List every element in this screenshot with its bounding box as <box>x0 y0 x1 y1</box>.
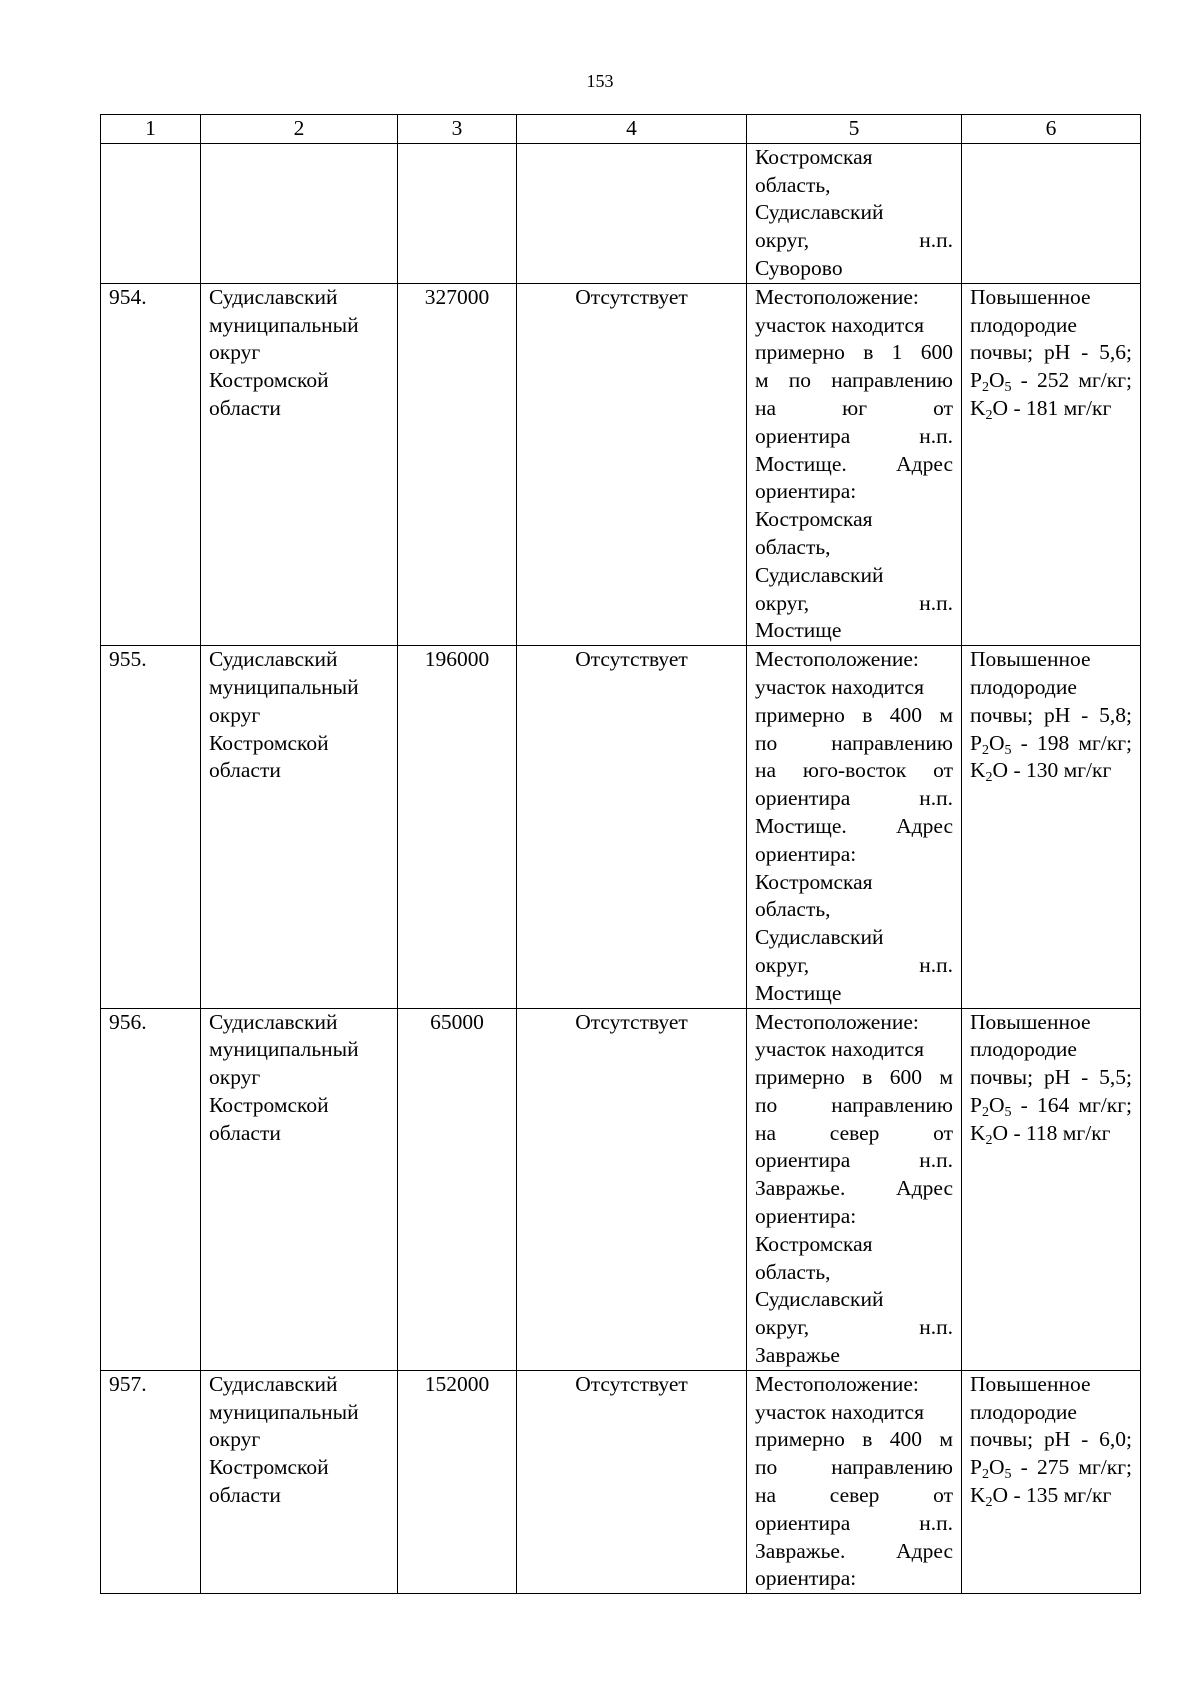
location-line: Местоположение: <box>755 1371 919 1396</box>
location-line: Костромская <box>755 869 873 894</box>
area-value: 152000 <box>424 1371 490 1396</box>
location-line: участок находится <box>755 674 924 699</box>
location-line: Мостище. Адрес <box>755 813 953 838</box>
location-line: по направлению <box>755 1455 953 1480</box>
status-cell <box>517 646 747 1008</box>
p2o5-value: - 252 мг/кг; <box>1020 368 1133 393</box>
location-line: Судиславский <box>755 925 884 950</box>
table-row <box>101 1370 1141 1593</box>
district-cell <box>201 283 398 645</box>
location-line: округ, н.п. <box>755 1315 953 1340</box>
row-number-cell <box>101 646 201 1008</box>
area-cell <box>398 283 517 645</box>
location-line: примерно в 400 м <box>755 702 953 727</box>
location-line: на север от <box>755 1120 953 1145</box>
location-line: Судиславский <box>755 562 884 587</box>
row-number-cell <box>101 1370 201 1593</box>
location-line: Завражье <box>755 1343 840 1368</box>
district-cell <box>201 143 398 283</box>
location-line: область, <box>755 534 831 559</box>
district-line: Судиславский <box>209 284 338 309</box>
location-line: Костромская <box>755 144 873 169</box>
p2o5-formula: $P_2O_5$ <box>970 368 1012 396</box>
ph-value: pH - 6,0; <box>1043 1427 1132 1452</box>
table-row <box>101 1008 1141 1370</box>
district-line: округ <box>209 1065 261 1090</box>
fertility-label: Повышенное плодородие почвы; <box>970 284 1091 365</box>
area-value: 196000 <box>424 647 490 672</box>
status-cell <box>517 1370 747 1593</box>
location-line: округ, н.п. <box>755 952 953 977</box>
column-header: 3 <box>398 115 517 144</box>
location-line: участок находится <box>755 1037 924 1062</box>
fertility-cell <box>962 1008 1141 1370</box>
encumbrance-status: Отсутствует <box>575 1371 688 1396</box>
p2o5-formula: $P_2O_5$ <box>970 1455 1012 1483</box>
district-line: Костромской <box>209 1455 329 1480</box>
district-line: Костромской <box>209 1092 329 1117</box>
district-line: области <box>209 1120 281 1145</box>
k2o-formula: $K_2O$ <box>970 395 1009 423</box>
area-cell <box>398 646 517 1008</box>
k2o-value: - 135 мг/кг <box>1013 1483 1112 1508</box>
k2o-value: - 130 мг/кг <box>1013 758 1112 783</box>
district-line: округ <box>209 1427 261 1452</box>
location-line: ориентира: <box>755 841 857 866</box>
fertility-cell <box>962 1370 1141 1593</box>
district-line: муниципальный <box>209 1037 359 1062</box>
p2o5-value: - 164 мг/кг; <box>1020 1092 1133 1117</box>
page-number: 153 <box>586 71 614 91</box>
row-number-cell <box>101 283 201 645</box>
district-line: области <box>209 758 281 783</box>
location-line: Мостище <box>755 980 842 1005</box>
district-line: области <box>209 395 281 420</box>
k2o-value: - 181 мг/кг <box>1013 395 1112 420</box>
fertility-cell <box>962 283 1141 645</box>
fertility-cell <box>962 646 1141 1008</box>
area-cell <box>398 1008 517 1370</box>
location-line: Костромская <box>755 1231 873 1256</box>
location-line: Завражье. Адрес <box>755 1176 953 1201</box>
location-line: ориентира: <box>755 1566 857 1591</box>
district-line: Судиславский <box>209 1009 338 1034</box>
district-line: округ <box>209 702 261 727</box>
fertility-label: Повышенное плодородие почвы; <box>970 1009 1091 1090</box>
p2o5-value: - 275 мг/кг; <box>1020 1455 1133 1480</box>
k2o-formula: $K_2O$ <box>970 758 1009 786</box>
district-line: муниципальный <box>209 1399 359 1424</box>
continuation-row <box>101 143 1141 283</box>
location-cell <box>747 1370 962 1593</box>
k2o-formula: $K_2O$ <box>970 1120 1009 1148</box>
location-line: округ, н.п. <box>755 590 953 615</box>
location-line: по направлению <box>755 730 953 755</box>
location-line: на юг от <box>755 395 953 420</box>
ph-value: pH - 5,5; <box>1043 1065 1132 1090</box>
location-line: Судиславский <box>755 200 884 225</box>
area-cell <box>398 143 517 283</box>
district-line: Костромской <box>209 730 329 755</box>
location-line: ориентира н.п. <box>755 423 953 448</box>
location-line: по направлению <box>755 1092 953 1117</box>
fertility-label: Повышенное плодородие почвы; <box>970 1371 1091 1452</box>
p2o5-formula: $P_2O_5$ <box>970 1092 1012 1120</box>
district-line: Костромской <box>209 368 329 393</box>
k2o-value: - 118 мг/кг <box>1013 1120 1111 1145</box>
status-cell <box>517 143 747 283</box>
location-line: округ, н.п. <box>755 228 953 253</box>
location-line: на север от <box>755 1483 953 1508</box>
p2o5-formula: $P_2O_5$ <box>970 730 1012 758</box>
location-line: участок находится <box>755 312 924 337</box>
status-cell <box>517 1008 747 1370</box>
location-cell <box>747 1008 962 1370</box>
location-line: Мостище <box>755 618 842 643</box>
row-number: 955. <box>109 647 147 672</box>
location-line: Местоположение: <box>755 1009 919 1034</box>
location-cell <box>747 143 962 283</box>
location-line: область, <box>755 1259 831 1284</box>
encumbrance-status: Отсутствует <box>575 284 688 309</box>
land-plots-table <box>100 114 1141 1594</box>
location-line: на юго-восток от <box>755 758 953 783</box>
location-line: Судиславский <box>755 1287 884 1312</box>
fertility-cell <box>962 143 1141 283</box>
header-row <box>101 115 1141 144</box>
location-line: ориентира: <box>755 479 857 504</box>
district-line: Судиславский <box>209 1371 338 1396</box>
encumbrance-status: Отсутствует <box>575 647 688 672</box>
column-header: 1 <box>101 115 201 144</box>
p2o5-value: - 198 мг/кг; <box>1020 730 1133 755</box>
district-cell <box>201 1370 398 1593</box>
location-line: Местоположение: <box>755 647 919 672</box>
district-cell <box>201 646 398 1008</box>
fertility-label: Повышенное плодородие почвы; <box>970 647 1091 727</box>
ph-value: pH - 5,8; <box>1043 702 1132 727</box>
area-value: 327000 <box>424 284 490 309</box>
district-line: округ <box>209 340 261 365</box>
row-number: 956. <box>109 1009 147 1034</box>
location-cell <box>747 646 962 1008</box>
district-line: Судиславский <box>209 647 338 672</box>
district-line: области <box>209 1483 281 1508</box>
table-row <box>101 283 1141 645</box>
row-number: 954. <box>109 284 147 309</box>
location-cell <box>747 283 962 645</box>
column-header: 5 <box>747 115 962 144</box>
location-line: участок находится <box>755 1399 924 1424</box>
table-row <box>101 646 1141 1008</box>
area-cell <box>398 1370 517 1593</box>
location-line: ориентира н.п. <box>755 786 953 811</box>
location-line: ориентира н.п. <box>755 1148 953 1173</box>
location-line: м по направлению <box>755 368 953 393</box>
location-line: ориентира: <box>755 1204 857 1229</box>
location-line: Костромская <box>755 507 873 532</box>
location-line: ориентира н.п. <box>755 1510 953 1535</box>
location-line: Мостище. Адрес <box>755 451 953 476</box>
k2o-formula: $K_2O$ <box>970 1483 1009 1511</box>
location-line: Суворово <box>755 255 843 280</box>
encumbrance-status: Отсутствует <box>575 1009 688 1034</box>
row-number-cell <box>101 143 201 283</box>
location-line: область, <box>755 172 831 197</box>
location-line: примерно в 1 600 <box>755 340 953 365</box>
row-number: 957. <box>109 1371 147 1396</box>
column-header: 2 <box>201 115 398 144</box>
area-value: 65000 <box>430 1009 484 1034</box>
ph-value: pH - 5,6; <box>1043 340 1132 365</box>
column-header: 4 <box>517 115 747 144</box>
location-line: Местоположение: <box>755 284 919 309</box>
status-cell <box>517 283 747 645</box>
location-line: Завражье. Адрес <box>755 1538 953 1563</box>
district-line: муниципальный <box>209 312 359 337</box>
location-line: область, <box>755 897 831 922</box>
district-cell <box>201 1008 398 1370</box>
row-number-cell <box>101 1008 201 1370</box>
location-line: примерно в 400 м <box>755 1427 953 1452</box>
district-line: муниципальный <box>209 674 359 699</box>
location-line: примерно в 600 м <box>755 1065 953 1090</box>
column-header: 6 <box>962 115 1141 144</box>
